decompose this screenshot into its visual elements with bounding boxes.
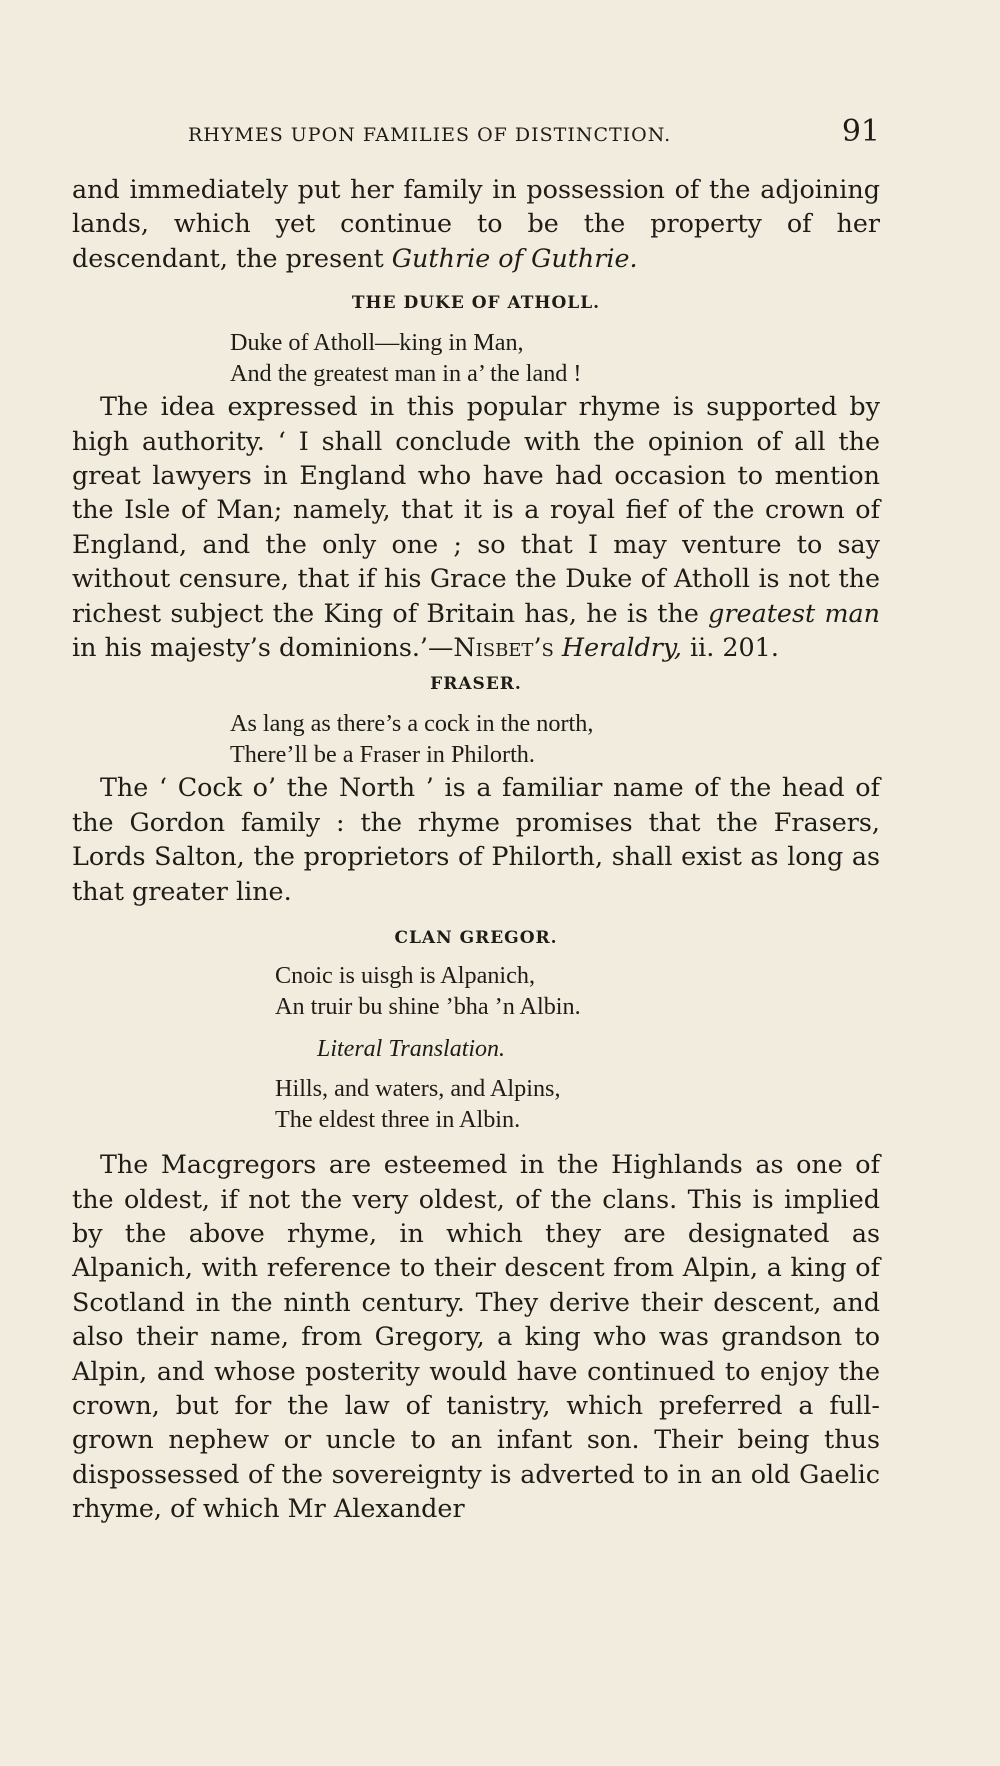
verse-line: Duke of Atholl—king in Man, <box>230 329 524 357</box>
section-title-clan-gregor: CLAN GREGOR. <box>394 928 558 949</box>
citation-author: Nisbet’s <box>453 632 554 663</box>
fraser-paragraph <box>72 770 880 908</box>
verse-line: And the greatest man in a’ the land ! <box>230 360 582 388</box>
verse-line: An truir bu shine ’bha ’n Albin. <box>275 993 581 1021</box>
duke-verse <box>230 327 870 389</box>
citation-reference: ii. 201. <box>681 632 779 663</box>
translation-verse <box>275 1073 915 1135</box>
duke-text-part-1: The idea expressed in this popular rhyme is supported by high authority. ‘ I shall conclude with the opinion of all the great lawyers in England who have had occasion to mention the Isle of Man; namely, that it is a royal fief of the crown of England, and the only one ; so that I may venture to say without censure, that if his Grace the Duke of Atholl is not the richest subject the King of Britain has, he is the <box>72 391 880 628</box>
clan-gregor-verse <box>275 960 915 1022</box>
section-title-duke-of-atholl: THE DUKE OF ATHOLL. <box>351 293 601 314</box>
section-title-fraser: FRASER. <box>430 674 522 695</box>
fraser-paragraph-text: The ‘ Cock o’ the North ’ is a familiar name of the head of the Gordon family : the rhyme promises that the Frasers, Lords Salton, the proprietors of Philorth, shall exist as long as that greater line. <box>72 772 880 906</box>
intro-paragraph <box>72 172 880 275</box>
clan-gregor-paragraph-text: The Macgregors are esteemed in the Highlands as one of the oldest, if not the very oldest, of the clans. This is implied by the above rhyme, in which they are designated as Alpanich, with reference to their descent from Alpin, a king of Scotland in the ninth century. They derive their descent, and also their name, from Gregory, a king who was grandson to Alpin, and whose posterity would have continued to enjoy the crown, but for the law of tanistry, which preferred a full-grown nephew or uncle to an infant son. Their being thus dispossessed of the sovereignty is adverted to in an old Gaelic rhyme, of which Mr Alexander <box>72 1149 880 1524</box>
fraser-verse <box>230 708 870 770</box>
duke-paragraph <box>72 389 880 664</box>
verse-line: There’ll be a Fraser in Philorth. <box>230 741 535 769</box>
running-head <box>72 112 880 156</box>
duke-text-part-2: in his majesty’s dominions.’— <box>72 632 454 663</box>
duke-text-part-3 <box>554 632 562 662</box>
intro-text: and immediately put her family in possession of the adjoining lands, which yet continue to be the property of her descendant, the present <box>72 174 880 273</box>
duke-italic-greatest-man: greatest man <box>708 597 881 628</box>
page-number: 91 <box>841 114 880 149</box>
running-title: RHYMES UPON FAMILIES OF DISTINCTION. <box>188 124 672 146</box>
verse-line: As lang as there’s a cock in the north, <box>230 710 594 738</box>
intro-italic-name: Guthrie of Guthrie. <box>391 242 638 273</box>
citation-title: Heraldry, <box>561 632 682 663</box>
verse-line: The eldest three in Albin. <box>275 1106 521 1134</box>
verse-line: Hills, and waters, and Alpins, <box>275 1075 561 1103</box>
clan-gregor-paragraph <box>72 1147 880 1525</box>
verse-line: Cnoic is uisgh is Alpanich, <box>275 962 536 990</box>
translation-label: Literal Translation. <box>317 1036 506 1063</box>
